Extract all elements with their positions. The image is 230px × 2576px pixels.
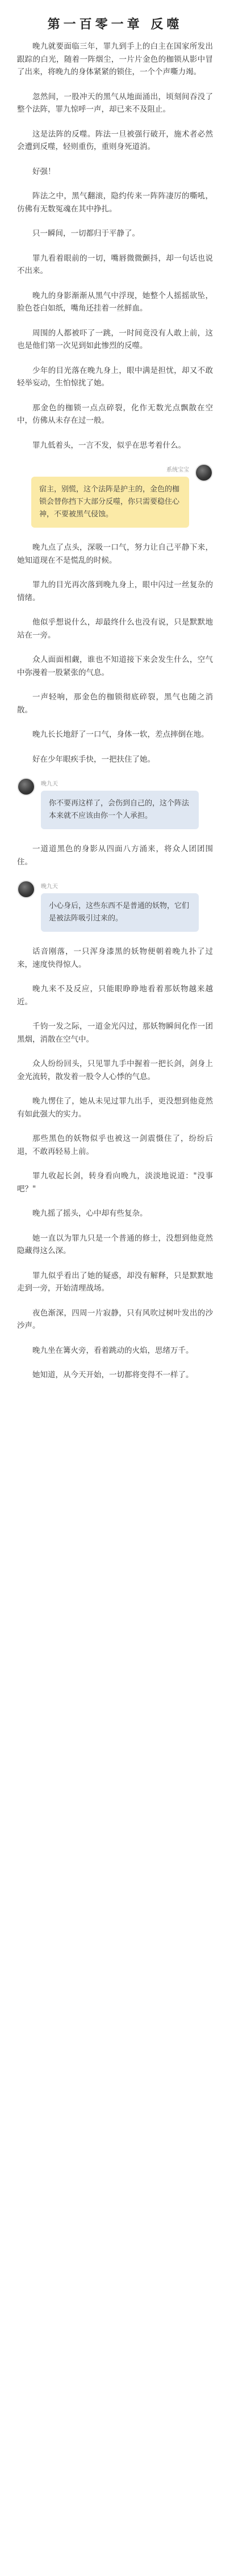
shen-avatar (17, 778, 35, 796)
shen-bubble: 你不要再这样了，会伤到自己的，这个阵法本来就不应该由你一个人承担。 (41, 791, 199, 829)
paragraph: 少年的目光落在晚九身上，眼中满是担忧，却又不敢轻举妄动，生怕惊扰了她。 (17, 366, 213, 388)
paragraph: 这是法阵的反噬。阵法一旦被强行破开，施术者必然会遭到反噬，轻则重伤，重则身死道消。 (17, 129, 213, 151)
paragraph: 她知道，从今天开始，一切都将变得不一样了。 (32, 1370, 194, 1380)
paragraph: 罪九收起长剑，转身看向晚九，淡淡地说道："没事吧？" (17, 1172, 213, 1194)
paragraph: 众人面面相觑，谁也不知道接下来会发生什么，空气中弥漫着一股紧张的气息。 (17, 655, 213, 677)
paragraph: 晚九坐在篝火旁，看着跳动的火焰，思绪万千。 (32, 1346, 194, 1355)
paragraph-group (17, 843, 213, 868)
paragraph: 好在少年眼疾手快，一把扶住了她。 (32, 754, 155, 764)
paragraph: 他似乎想说什么，却最终什么也没有说，只是默默地站在一旁。 (17, 618, 213, 640)
system-bubble: 宿主，别慌，这个法阵是护主的，金色的枷锁会替你挡下大部分反噬，你只需要稳住心神，不要被黑气侵蚀。 (31, 477, 189, 528)
paragraph: 她一直以为罪九只是一个普通的修士，没想到他竟然隐藏得这么深。 (17, 1233, 213, 1255)
paragraph: 罪九看着眼前的一切，嘴唇微微颤抖，却一句话也说不出来。 (17, 253, 213, 275)
chapter-content (0, 40, 230, 1382)
paragraph: 晚九的身影渐渐从黑气中浮现，她整个人摇摇欲坠，脸色苍白如纸，嘴角还挂着一丝鲜血。 (17, 291, 213, 313)
paragraph-group (17, 945, 213, 1382)
shen-bubble-wrap (41, 778, 194, 829)
paragraph: 周围的人都被吓了一跳，一时间竟没有人敢上前，这也是他们第一次见到如此惨烈的反噬。 (17, 328, 213, 350)
paragraph: 那金色的枷锁一点点碎裂，化作无数光点飘散在空中，仿佛从未存在过一般。 (17, 403, 213, 425)
shen-message (17, 880, 213, 932)
paragraph: 一道道黑色的身影从四面八方涌来，将众人团团围住。 (17, 844, 213, 867)
paragraph-group (17, 541, 213, 766)
shen-bubble: 小心身后，这些东西不是普通的妖物，它们是被法阵吸引过来的。 (41, 893, 199, 932)
paragraph: 晚九长长地舒了一口气，身体一软，差点摔倒在地。 (32, 730, 209, 739)
paragraph: 晚九摇了摇头，心中却有些复杂。 (32, 1209, 148, 1218)
shen-bubble-wrap (41, 880, 194, 932)
paragraph: 忽然间，一股冲天的黑气从地面涌出，顷刻间吞没了整个法阵，罪九惊呼一声，却已来不及阻止。 (17, 92, 213, 114)
paragraph: 罪九的目光再次落到晚九身上，眼中闪过一丝复杂的情绪。 (17, 580, 213, 602)
paragraph: 只一瞬间，一切都归于平静了。 (32, 229, 140, 238)
system-avatar (195, 464, 213, 482)
system-message (17, 464, 213, 528)
paragraph: 晚九愣住了，她从未见过罪九出手，更没想到他竟然有如此强大的实力。 (17, 1097, 213, 1119)
paragraph: 话音刚落，一只浑身漆黑的妖物便朝着晚九扑了过来，速度快得惊人。 (17, 947, 213, 969)
paragraph: 晚九点了点头，深吸一口气，努力让自己平静下来，她知道现在不是慌乱的时候。 (17, 543, 213, 565)
chapter-title: 第一百零一章 反噬 (47, 17, 183, 32)
paragraph-group (17, 40, 213, 452)
paragraph: 一声轻响，那金色的枷锁彻底碎裂，黑气也随之消散。 (17, 693, 213, 715)
paragraph: 夜色渐深，四周一片寂静，只有风吹过树叶发出的沙沙声。 (17, 1308, 213, 1330)
paragraph: 罪九似乎看出了她的疑惑，却没有解释，只是默默地走到一旁，开始清理战场。 (17, 1271, 213, 1293)
speaker-name: 晚九天 (41, 884, 58, 890)
paragraph: 好强！ (32, 167, 56, 176)
system-bubble-wrap (36, 464, 189, 528)
paragraph: 阵法之中，黑气翻滚，隐约传来一阵阵凄厉的嘶吼，仿佛有无数冤魂在其中挣扎。 (17, 192, 213, 214)
shen-avatar (17, 880, 35, 898)
paragraph: 罪九低着头，一言不发，似乎在思考着什么。 (32, 440, 186, 450)
paragraph: 众人纷纷回头，只见罪九手中握着一把长剑，剑身上金光流转，散发着一股令人心悸的气息。 (17, 1059, 213, 1081)
speaker-name: 晚九天 (41, 781, 58, 787)
paragraph: 晚九来不及反应，只能眼睁睁地看着那妖物越来越近。 (17, 984, 213, 1007)
paragraph: 晚九就要面临三年，罪九到手上的白主在国家所发出跟踪的白光，随着一阵烟尘，一片片金色的枷锁从影中冒了出来，将晚九的身体紧紧的锁住，一个个声嘶力竭。 (17, 42, 213, 77)
shen-message (17, 778, 213, 829)
paragraph: 那些黑色的妖物似乎也被这一剑震慑住了，纷纷后退，不敢再轻易上前。 (17, 1134, 213, 1156)
paragraph: 千钧一发之际，一道金光闪过，那妖物瞬间化作一团黑烟，消散在空气中。 (17, 1022, 213, 1044)
speaker-name: 系统宝宝 (166, 467, 189, 473)
